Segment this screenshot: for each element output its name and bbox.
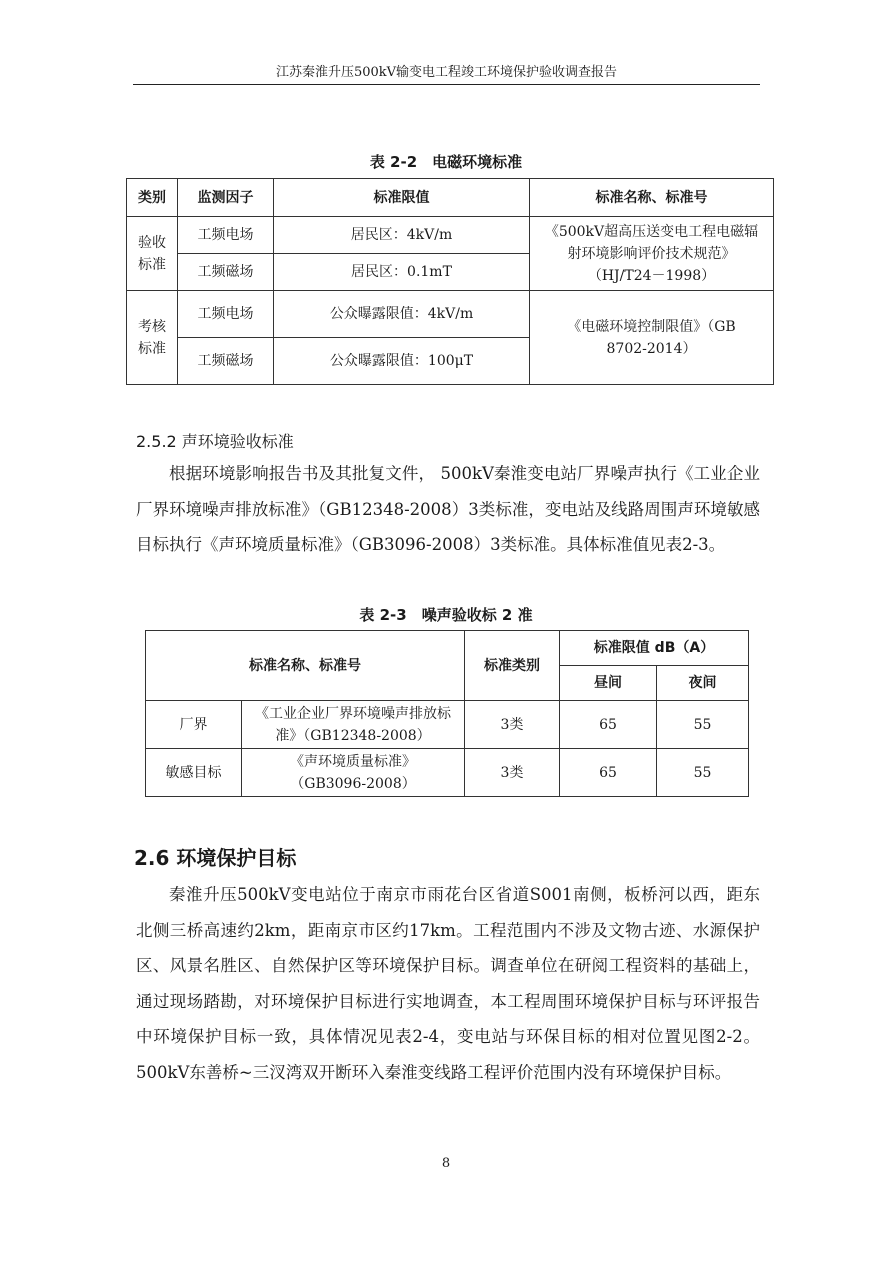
day-value: 65 <box>560 701 657 749</box>
header-category: 标准类别 <box>465 631 560 701</box>
factor-cell: 工频电场 <box>178 217 274 254</box>
header-limit: 标准限值 dB（A） <box>560 631 749 666</box>
header-factor: 监测因子 <box>178 179 274 217</box>
factor-cell: 工频磁场 <box>178 338 274 385</box>
page-number: 8 <box>441 1156 451 1171</box>
category-cell: 验收标准 <box>127 217 178 291</box>
factor-cell: 工频电场 <box>178 291 274 338</box>
factor-cell: 工频磁场 <box>178 254 274 291</box>
standard-cell: 《电磁环境控制限值》（GB 8702-2014） <box>530 291 774 385</box>
night-value: 55 <box>657 701 749 749</box>
limit-cell: 居民区：0.1mT <box>274 254 530 291</box>
table-row <box>127 291 774 338</box>
limit-cell: 公众曝露限值：4kV/m <box>274 291 530 338</box>
day-value: 65 <box>560 749 657 797</box>
section-heading-2-5-2: 2.5.2 声环境验收标准 <box>136 432 294 451</box>
table-row <box>146 749 749 797</box>
header-limit: 标准限值 <box>274 179 530 217</box>
noise-standard-paragraph: 根据环境影响报告书及其批复文件， 500kV秦淮变电站厂界噪声执行《工业企业厂界环境噪声排放标准》（GB12348-2008）3类标准，变电站及线路周围声环境敏感目标执行《声环境质量标准》（GB3096-2008）3类标准。具体标准值见表2-3。 <box>136 464 760 554</box>
category-cell: 3类 <box>465 701 560 749</box>
running-header: 江苏秦淮升压500kV输变电工程竣工环境保护验收调查报告 <box>275 65 618 80</box>
table-2-2-caption: 表 2-2 电磁环境标准 <box>369 153 523 171</box>
header-day: 昼间 <box>560 666 657 701</box>
table-header-row <box>127 179 774 217</box>
header-rule <box>133 84 760 85</box>
category-cell: 3类 <box>465 749 560 797</box>
table-2-3-caption: 表 2-3 噪声验收标 2 准 <box>359 606 533 624</box>
table-row <box>146 701 749 749</box>
em-standards-table <box>126 178 774 385</box>
night-value: 55 <box>657 749 749 797</box>
limit-cell: 公众曝露限值：100μT <box>274 338 530 385</box>
row-label: 敏感目标 <box>146 749 242 797</box>
standard-cell: 《声环境质量标准》（GB3096-2008） <box>242 749 465 797</box>
header-standard: 标准名称、标准号 <box>530 179 774 217</box>
row-label: 厂界 <box>146 701 242 749</box>
table-row <box>127 217 774 254</box>
noise-standards-table <box>145 630 749 797</box>
protection-targets-paragraph: 秦淮升压500kV变电站位于南京市雨花台区省道S001南侧，板桥河以西，距东北侧三桥高速约2km，距南京市区约17km。工程范围内不涉及文物古迹、水源保护区、风景名胜区、自然保护区等环境保护目标。调查单位在研阅工程资料的基础上，通过现场踏勘，对环境保护目标进行实地调查，本工程周围环境保护目标与环评报告中环境保护目标一致，具体情况见表2-4，变电站与环保目标的相对位置见图2-2。500kV东善桥~三汊湾双开断环入秦淮变线路工程评价范围内没有环境保护目标。 <box>136 885 760 1082</box>
standard-cell: 《500kV超高压送变电工程电磁辐射环境影响评价技术规范》（HJ/T24－1998） <box>530 217 774 291</box>
header-night: 夜间 <box>657 666 749 701</box>
category-cell: 考核标准 <box>127 291 178 385</box>
section-heading-2-6: 2.6 环境保护目标 <box>134 846 297 870</box>
header-standard-name: 标准名称、标准号 <box>146 631 465 701</box>
standard-cell: 《工业企业厂界环境噪声排放标准》（GB12348-2008） <box>242 701 465 749</box>
header-category: 类别 <box>127 179 178 217</box>
table-header-row <box>146 631 749 666</box>
limit-cell: 居民区：4kV/m <box>274 217 530 254</box>
